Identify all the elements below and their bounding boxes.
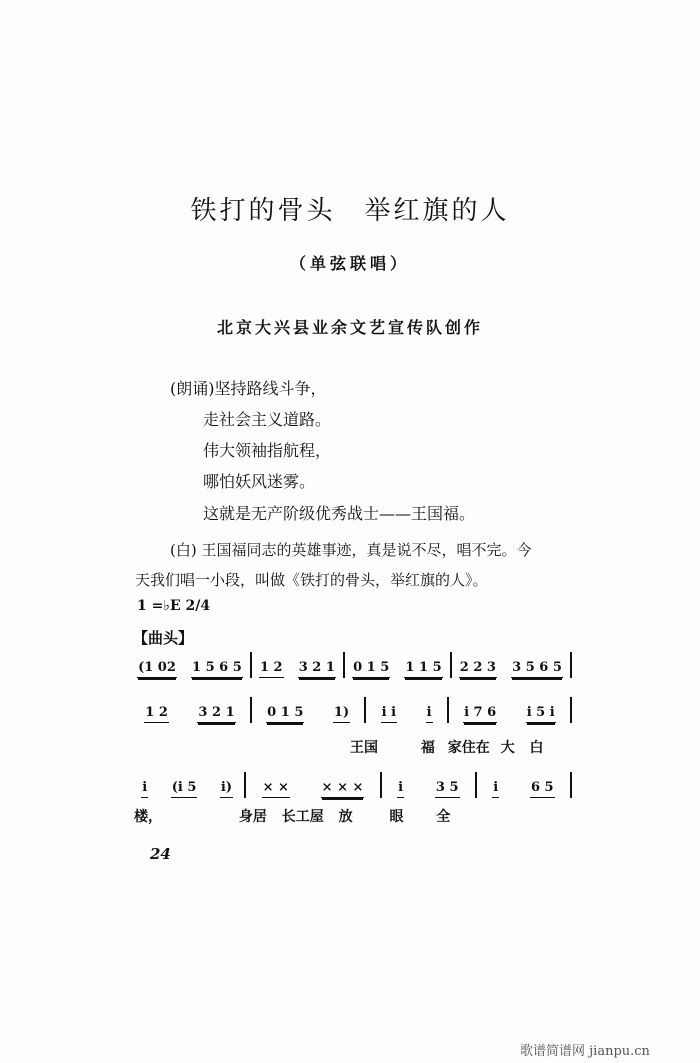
measure xyxy=(477,780,570,798)
lyric: 身居 xyxy=(238,809,267,825)
note-group: 1) xyxy=(333,705,350,723)
lyric: 王国 xyxy=(350,740,378,756)
note-group: i 7 6 xyxy=(463,705,497,723)
measure xyxy=(252,705,364,723)
measure xyxy=(246,780,380,798)
measure xyxy=(252,660,343,678)
note-group: i xyxy=(397,780,404,798)
measure xyxy=(449,705,570,723)
lyric: 楼， xyxy=(134,809,162,825)
note-group: × × xyxy=(262,780,290,798)
score-line xyxy=(130,650,572,678)
measure xyxy=(382,780,475,798)
note-group: × × × xyxy=(321,780,365,798)
lyric: 大 xyxy=(500,740,515,756)
barline xyxy=(570,697,572,723)
lyrics-line-2 xyxy=(134,806,450,826)
note-group: 3 2 1 xyxy=(197,705,235,723)
note-group: 3 5 6 5 xyxy=(511,660,563,678)
note-group: (1 02 xyxy=(137,660,177,678)
note-group: 0 1 5 xyxy=(266,705,304,723)
note-group: 1 2 xyxy=(259,660,284,678)
measure xyxy=(130,705,250,723)
note-group: 3 5 xyxy=(435,780,460,798)
note-group: i i xyxy=(381,705,397,723)
measure xyxy=(452,660,570,678)
lyric: 放 xyxy=(338,809,353,825)
section-label: 【曲头】 xyxy=(133,629,194,647)
lyric: 白 xyxy=(529,740,544,756)
poem-line: 走社会主义道路。 xyxy=(203,410,332,429)
lyric: 福 xyxy=(420,740,435,756)
note-group: 3 2 1 xyxy=(298,660,336,678)
measure xyxy=(130,780,244,798)
note-group: 1 2 xyxy=(144,705,169,723)
note-group: i) xyxy=(220,780,233,798)
note-group: i xyxy=(141,780,148,798)
paragraph-line: (白) 王国福同志的英雄事迹，真是说不尽，唱不完。今 xyxy=(170,541,532,559)
lyric: 全 xyxy=(436,809,451,825)
key-signature: 1 =♭E 2/4 xyxy=(137,598,211,614)
poem-line: 哪怕妖风迷雾。 xyxy=(203,472,316,491)
barline xyxy=(570,772,572,798)
poem-line: (朗诵)坚持路线斗争， xyxy=(170,379,327,398)
lyric: 长工屋 xyxy=(281,809,324,825)
paragraph-line: 天我们唱一小段，叫做《铁打的骨头，举红旗的人》。 xyxy=(135,571,488,589)
note-group: i 5 i xyxy=(526,705,556,723)
lyric: 家住在 xyxy=(447,740,490,756)
note-group: 2 2 3 xyxy=(459,660,497,678)
score-line xyxy=(130,695,572,723)
note-group: i xyxy=(426,705,433,723)
watermark: 歌谱简谱网 jianpu.cn xyxy=(520,1044,650,1059)
measure xyxy=(345,660,450,678)
poem-line: 伟大领袖指航程， xyxy=(203,441,332,460)
note-group: i xyxy=(492,780,499,798)
subtitle: （单弦联唱） xyxy=(289,254,410,273)
score-line xyxy=(130,770,572,798)
note-group: 1 1 5 xyxy=(404,660,442,678)
lyric: 眼 xyxy=(389,809,404,825)
author-line: 北京大兴县业余文艺宣传队创作 xyxy=(216,318,483,337)
note-group: 1 5 6 5 xyxy=(191,660,243,678)
page-number: 24 xyxy=(150,845,171,863)
poem-line: 这就是无产阶级优秀战士——王国福。 xyxy=(203,504,476,523)
measure xyxy=(366,705,446,723)
measure xyxy=(130,660,250,678)
barline xyxy=(570,652,572,678)
page-title: 铁打的骨头 举红旗的人 xyxy=(190,196,510,226)
note-group: (i 5 xyxy=(171,780,198,798)
note-group: 0 1 5 xyxy=(352,660,390,678)
note-group: 6 5 xyxy=(530,780,555,798)
lyrics-line-1 xyxy=(350,737,544,757)
